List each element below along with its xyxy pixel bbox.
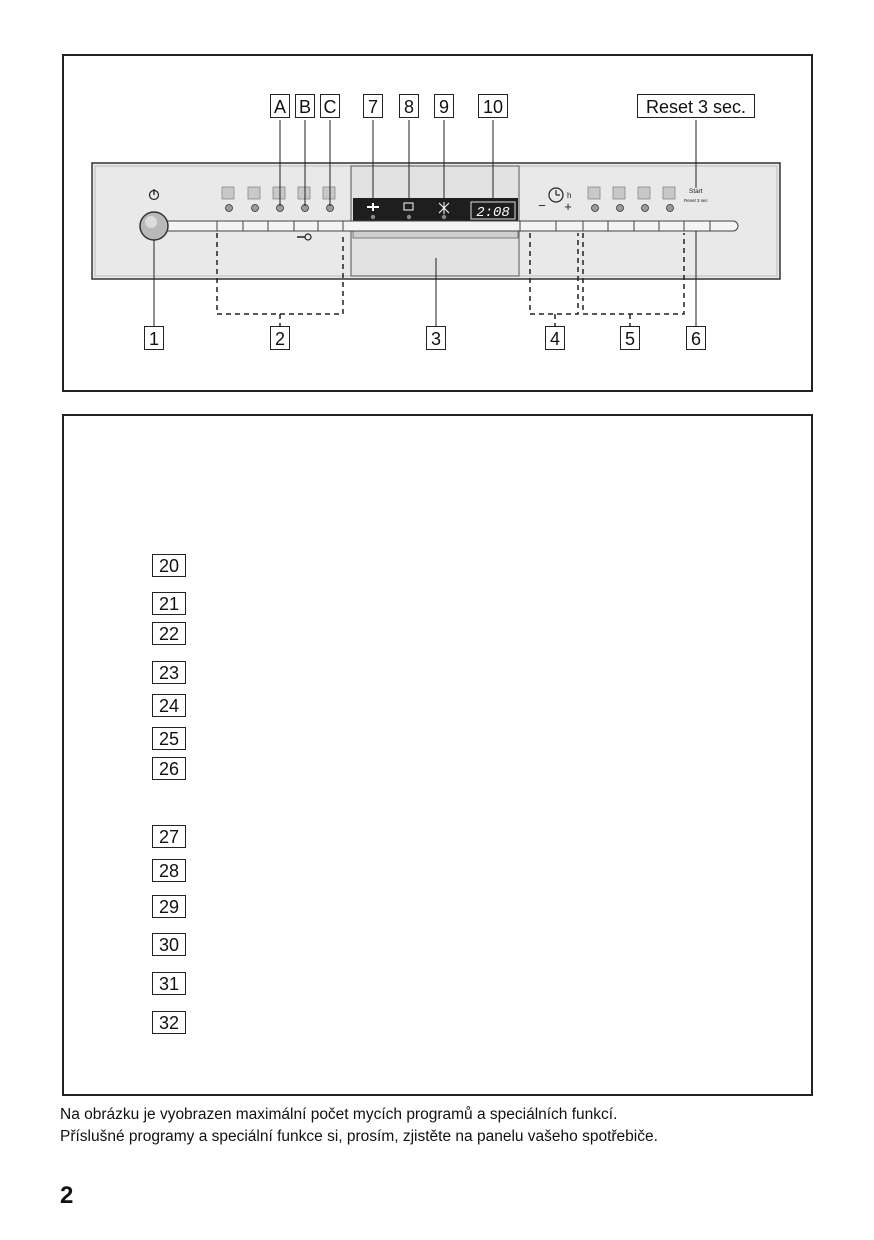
callout-27: 27 (152, 825, 186, 848)
caption-line-1: Na obrázku je vyobrazen maximální počet mycích programů a speciálních funkcí. (60, 1106, 618, 1123)
label-8: 8 (399, 94, 419, 118)
start-label: Start (689, 188, 703, 195)
label-2: 2 (270, 326, 290, 350)
callout-28: 28 (152, 859, 186, 882)
callout-30: 30 (152, 933, 186, 956)
start-sublabel: Reset 3 sec (684, 198, 708, 203)
minus-button[interactable]: − (538, 198, 546, 213)
display-time: 2:08 (476, 205, 510, 221)
callout-32: 32 (152, 1011, 186, 1034)
callout-24: 24 (152, 694, 186, 717)
callout-22: 22 (152, 622, 186, 645)
label-b: B (295, 94, 315, 118)
callout-26: 26 (152, 757, 186, 780)
label-1: 1 (144, 326, 164, 350)
callout-23: 23 (152, 661, 186, 684)
plus-button[interactable]: + (564, 199, 572, 214)
reset-label: Reset 3 sec. (637, 94, 755, 118)
page-number: 2 (60, 1182, 74, 1209)
callout-29: 29 (152, 895, 186, 918)
callout-21: 21 (152, 592, 186, 615)
label-5: 5 (620, 326, 640, 350)
caption-line-2: Příslušné programy a speciální funkce si, prosím, zjistěte na panelu vašeho spotřebiče. (60, 1128, 658, 1145)
label-7: 7 (363, 94, 383, 118)
label-c: C (320, 94, 340, 118)
callout-25: 25 (152, 727, 186, 750)
timer-unit: h (567, 191, 572, 200)
label-9: 9 (434, 94, 454, 118)
callout-31: 31 (152, 972, 186, 995)
label-4: 4 (545, 326, 565, 350)
label-a: A (270, 94, 290, 118)
callout-20: 20 (152, 554, 186, 577)
label-6: 6 (686, 326, 706, 350)
label-3: 3 (426, 326, 446, 350)
label-10: 10 (478, 94, 508, 118)
